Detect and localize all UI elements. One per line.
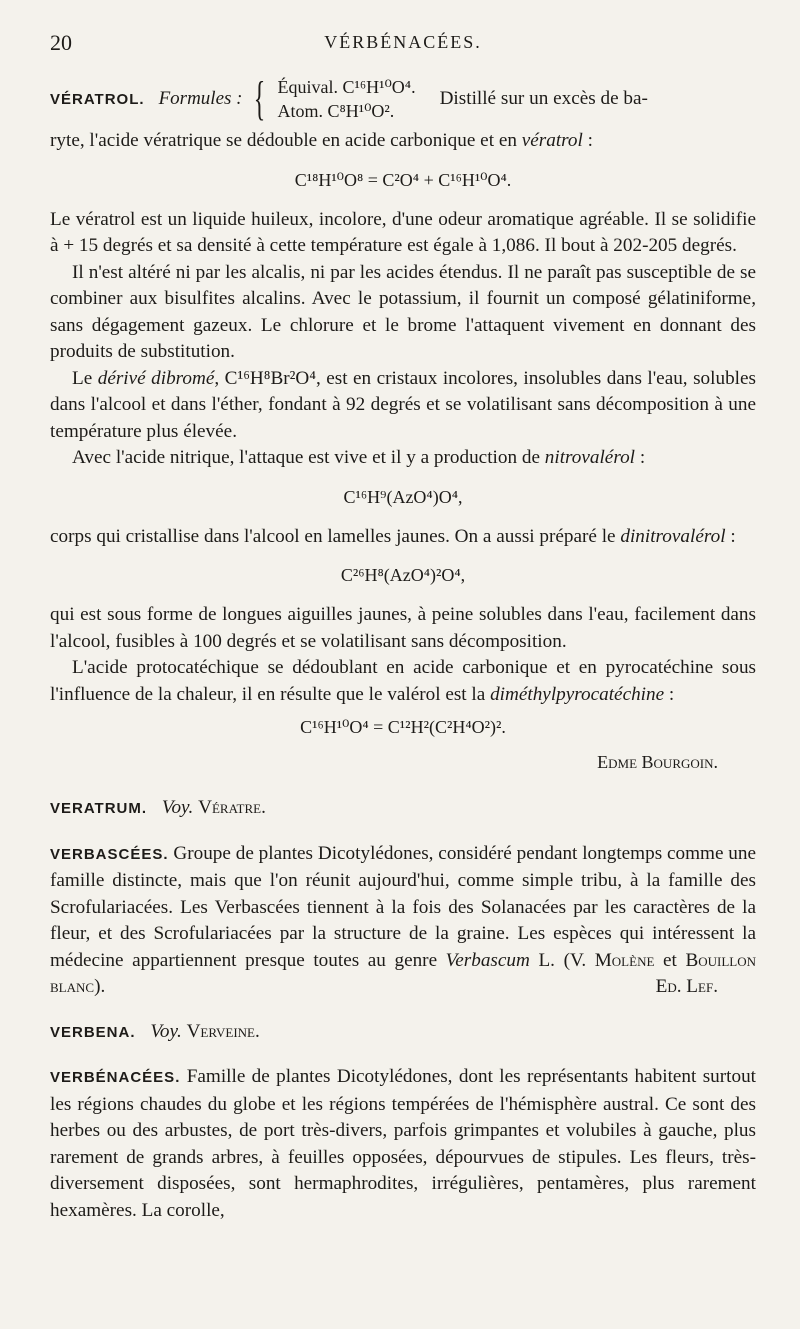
veratrol-intro-rest: ryte, l'acide vératrique se dédouble en acide carbonique et en vératrol : [50,130,593,151]
term-dinitrovalerol: dinitrovalérol [620,525,726,547]
veratrol-paragraph-6: qui est sous forme de longues aiguilles jaunes, à peine solubles dans l'eau, facilement dans l'alcool, fusibles à 100 degrés et se volatilisant sans décomposition. [50,604,756,652]
veratrol-paragraph-5: corps qui cristallise dans l'alcool en lamelles jaunes. On a aussi préparé le dinitrovalérol : [50,525,736,547]
headword-veratrum: VERATRUM. [50,800,148,817]
veratrol-paragraph-2: Il n'est altéré ni par les alcalis, ni par les acides étendus. Il ne paraît pas susceptible de se combiner aux bisulfites alcalins. Avec le potassium, il fournit un composé gélatiniforme, sans dégagement gazeux. Le chlorure et le brome l'attaquent vivement en donnant des produits de substitution. [50,261,756,362]
term-derive-dibrome: dérivé dibromé [97,367,215,389]
equation-4: C¹⁶H¹⁰O⁴ = C¹²H²(C²H⁴O²)². [300,717,506,737]
term-dimethylpyrocatechine: diméthylpyrocatéchine [490,683,665,705]
running-title: VÉRBÉNACÉES. [324,32,482,52]
cross-reference-molene[interactable]: Molène [594,949,655,971]
headword-verbenacees: VERBÉNACÉES. [50,1069,181,1086]
brace-symbol: { [254,72,266,125]
entry-verbascees [50,841,756,1001]
formulas-label: Formules : [158,88,243,109]
running-head [50,18,756,58]
equation-2: C¹⁶H⁹(AzO⁴)O⁴, [343,486,463,507]
veratrum-line [50,795,756,823]
term-verbascum: Verbascum [445,949,530,971]
verbena-line [50,1019,756,1047]
veratrol-paragraph-3: Le dérivé dibromé, C¹⁶H⁸Br²O⁴, est en cristaux incolores, insolubles dans l'eau, solubles dans l'alcool et dans l'éther, fondant à 92 degrés et se volatilisant sans décomposition à une température plus élevée. [50,367,756,442]
headword-veratrol: VÉRATROL. [50,90,145,108]
voy-label: Voy. [150,1020,182,1042]
cross-reference-verveine[interactable]: Verveine. [186,1020,260,1042]
cross-reference-veratre[interactable]: Vératre. [198,797,266,818]
formulas-stack [278,75,416,123]
entry-veratrum [50,795,756,823]
veratrol-paragraph-7: L'acide protocatéchique se dédoublant en acide carbonique et en pyrocatéchine sous l'influence de la chaleur, il en résulte que le valérol est la diméthylpyrocatéchine : [50,657,756,705]
headword-verbena: VERBENA. [50,1023,136,1041]
entry-verbena [50,1019,756,1047]
cross-reference-bouillon-blanc[interactable]: Bouillon blanc [50,949,756,997]
voy-label: Voy. [161,797,194,818]
veratrol-paragraph-4: Avec l'acide nitrique, l'attaque est vive et il y a production de nitrovalérol : [72,447,646,468]
formula-atom: Atom. C⁸H¹⁰O². [277,101,395,121]
verbascees-paragraph: VERBASCÉES. Groupe de plantes Dicotylédones, considéré pendant longtemps comme une famille distincte, mais que l'on réunit aujourd'hui, comme simple tribu, à la famille des Scrofulariacées. Les Verbascées tiennent à la fois des Solanacées par les caractères de la fleur, et des Scrofulariacées par la structure de la graine. Les espèces qui intéressent la médecine appartiennent presque toutes au genre Verbascum L. (V. Molène et Bouillon blanc). Ed. Lef. [50,841,756,1001]
headword-verbascees: VERBASCÉES. [50,845,169,863]
entry-veratrol [50,70,756,773]
formula-equival: Équival. C¹⁶H¹⁰O⁴. [277,77,416,97]
verbenacees-paragraph: VERBÉNACÉES. Famille de plantes Dicotylédones, dont les représentants habitent surtout les régions chaudes du globe et les régions tempérées de l'hémisphère austral. Ce sont des herbes ou des arbustes, de port très-divers, parfois grimpantes et volubiles à gauche, plus rarement de grands arbres, à feuilles opposées, dépourvues de stipules. Les fleurs, très-diversement disposées, sont hermaphrodites, irrégulières, pentamères, plus rarement hexamères. La corolle, [50,1066,756,1221]
term-nitrovalerol: nitrovalérol [544,447,636,468]
term-veratrol: vératrol [521,130,583,151]
signature-lef: Ed. Lef. [655,976,718,997]
equation-1: C¹⁸H¹⁰O⁸ = C²O⁴ + C¹⁶H¹⁰O⁴. [294,169,512,190]
veratrol-intro-inline: Distillé sur un excès de ba- [439,88,648,109]
veratrol-paragraph-1: Le vératrol est un liquide huileux, incolore, d'une odeur aromatique agréable. Il se solidifie à + 15 degrés et sa densité à cette température est égale à 1,086. Il bout à 202-205 degrés. [50,208,756,256]
veratrol-formulas-row [50,70,756,128]
entry-verbenacees [50,1064,756,1224]
signature-bourgoin: Edme Bourgoin. [597,752,718,772]
page-number: 20 [50,30,72,55]
equation-3: C²⁶H⁸(AzO⁴)²O⁴, [340,565,466,585]
